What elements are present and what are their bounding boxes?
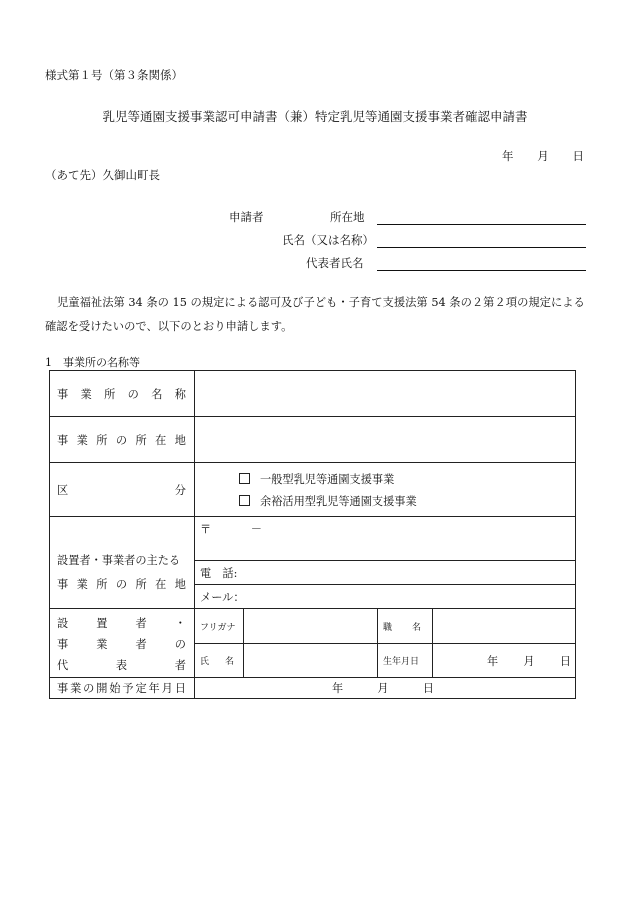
position-label: 職 名	[383, 622, 421, 633]
date-year-label: 年	[502, 149, 514, 163]
representative-label-line3: 代 表 者	[57, 658, 186, 672]
applicant-rep-label: 代表者氏名	[306, 256, 364, 270]
facility-table	[49, 370, 576, 699]
facility-address-cell[interactable]	[195, 417, 576, 463]
facility-address-header	[50, 417, 195, 463]
applicant-name-field[interactable]	[377, 247, 586, 248]
applicant-rep-row	[0, 255, 630, 271]
category-option-spare-capacity[interactable]	[195, 490, 575, 512]
table-row	[50, 371, 576, 417]
phone-label: 電 話:	[200, 566, 238, 580]
table-row	[50, 678, 576, 699]
applicant-address-label: 所在地	[330, 210, 365, 224]
furigana-label: フリガナ	[195, 609, 244, 644]
category-label: 区 分	[57, 483, 186, 497]
phone-cell[interactable]	[195, 561, 576, 585]
facility-name-label: 事 業 所 の 名 称	[57, 387, 186, 401]
body-text: 児童福祉法第 34 条の 15 の規定による認可及び子ども・子育て支援法第 54 条の２第２項の規定による確認を受けたいので、以下のとおり申請します。	[45, 296, 585, 333]
table-row	[50, 609, 576, 644]
table-row	[50, 463, 576, 517]
main-office-label-line1: 設置者・事業者の主たる	[57, 553, 181, 567]
category-header	[50, 463, 195, 517]
form-title: 乳児等通園支援事業認可申請書（兼）特定乳児等通園支援事業者確認申請書	[102, 109, 528, 124]
start-date-header	[50, 678, 195, 699]
start-year-label: 年	[332, 682, 344, 695]
start-date-label: 事 業 の 開 始 予 定 年 月 日	[57, 682, 186, 695]
form-number: 様式第１号（第３条関係）	[45, 68, 183, 82]
furigana-cell[interactable]	[244, 609, 378, 644]
postal-mark: 〒	[200, 523, 212, 536]
representative-header	[50, 609, 195, 678]
postal-dash: －	[250, 523, 262, 536]
start-month-label: 月	[377, 682, 389, 695]
applicant-rep-field[interactable]	[377, 270, 586, 271]
facility-name-header	[50, 371, 195, 417]
applicant-name-label: 氏名（又は名称）	[282, 233, 374, 247]
applicant-address-field[interactable]	[377, 224, 586, 225]
birthdate-ymd	[487, 653, 571, 669]
email-label: メール：	[200, 590, 245, 604]
application-date	[502, 148, 584, 164]
date-day-label: 日	[572, 149, 584, 163]
main-office-header	[50, 517, 195, 609]
birthdate-year-label: 年	[487, 654, 499, 668]
applicant-address-row	[0, 209, 630, 225]
table-row	[50, 517, 576, 561]
checkbox-icon[interactable]	[239, 473, 250, 484]
birthdate-cell[interactable]	[433, 644, 576, 678]
birthdate-day-label: 日	[559, 654, 571, 668]
facility-name-cell[interactable]	[195, 371, 576, 417]
category-cell	[195, 463, 576, 517]
position-cell[interactable]	[433, 609, 576, 644]
applicant-name-row	[0, 232, 630, 248]
start-date-cell[interactable]	[195, 678, 576, 699]
birthdate-label: 生年月日	[378, 644, 433, 678]
name-label: 氏 名	[200, 657, 234, 667]
checkbox-icon[interactable]	[239, 495, 250, 506]
representative-label-line2: 事 業 者 の	[57, 637, 186, 651]
main-office-label-line2: 事 業 所 の 所 在 地	[57, 577, 186, 591]
section-title: 1 事業所の名称等	[45, 356, 140, 369]
birthdate-month-label: 月	[523, 654, 535, 668]
name-cell[interactable]	[244, 644, 378, 678]
table-row	[50, 417, 576, 463]
representative-label-line1: 設 置 者 ・	[57, 616, 186, 630]
category-option-label: 余裕活用型乳児等通園支援事業	[260, 494, 417, 508]
email-cell[interactable]	[195, 585, 576, 609]
start-day-label: 日	[422, 682, 434, 695]
name-header	[195, 644, 244, 678]
postal-code-cell[interactable]	[195, 517, 576, 561]
position-header	[378, 609, 433, 644]
start-date-ymd	[332, 680, 434, 696]
date-month-label: 月	[537, 149, 549, 163]
addressee: （あて先）久御山町長	[45, 168, 160, 182]
category-option-general[interactable]	[195, 468, 575, 490]
facility-address-label: 事 業 所 の 所 在 地	[57, 433, 186, 447]
applicant-heading: 申請者	[229, 210, 264, 224]
category-option-label: 一般型乳児等通園支援事業	[260, 472, 395, 486]
